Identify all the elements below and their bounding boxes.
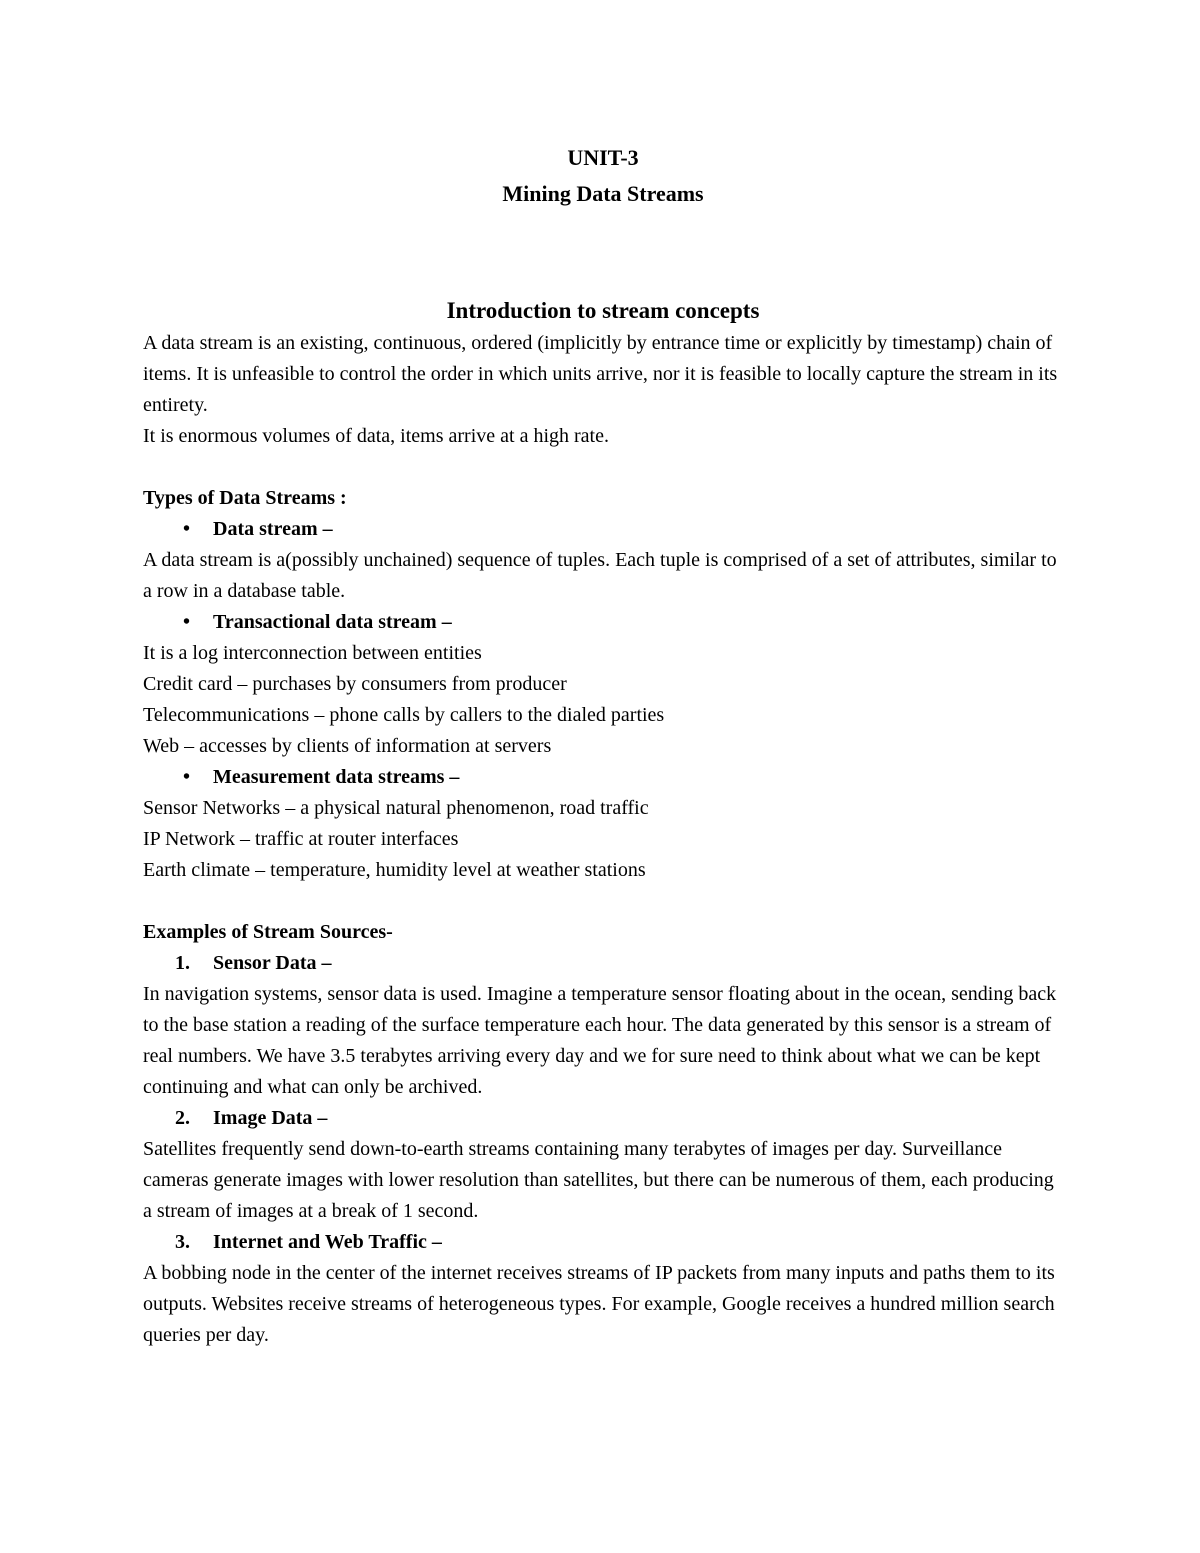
item-title: Image Data –: [213, 1107, 328, 1129]
intro-paragraph-2: It is enormous volumes of data, items arrive at a high rate.: [143, 425, 609, 447]
item-number: 1.: [175, 952, 190, 974]
intro-paragraph: A data stream is an existing, continuous, ordered (implicitly by entrance time or explicitly by timestamp) chain of items. It is unfeasible to control the order in which units arrive, nor it is feasible to locally capture the stream in its entirety.: [143, 332, 1058, 416]
body-paragraph: A bobbing node in the center of the internet receives streams of IP packets from many inputs and paths them to its outputs. Websites receive streams of heterogeneous types. For example, Google receives a hundred million search queries per day.: [143, 1262, 1055, 1346]
body-paragraph: In navigation systems, sensor data is used. Imagine a temperature sensor floating about in the ocean, sending back to the base station a reading of the surface temperature each hour. The data generated by this sensor is a stream of real numbers. We have 3.5 terabytes arriving every day and we for sure need to think about what we can be kept continuing and what can only be archived.: [143, 983, 1057, 1098]
body-line: IP Network – traffic at router interfaces: [143, 828, 459, 850]
body-line: Telecommunications – phone calls by callers to the dialed parties: [143, 704, 665, 726]
numbered-item-image-data: [143, 1103, 1063, 1134]
intro-heading: Introduction to stream concepts: [446, 298, 760, 323]
bullet-icon: •: [183, 518, 191, 540]
item-number: 3.: [175, 1231, 190, 1253]
bullet-title: Measurement data streams –: [213, 766, 460, 788]
bullet-title: Transactional data stream –: [213, 611, 452, 633]
bullet-icon: •: [183, 766, 191, 788]
document-body: [143, 140, 1063, 1351]
numbered-item-web-traffic: [143, 1227, 1063, 1258]
item-title: Internet and Web Traffic –: [213, 1231, 442, 1253]
types-heading: Types of Data Streams :: [143, 487, 347, 509]
item-title: Sensor Data –: [213, 952, 332, 974]
item-number: 2.: [175, 1107, 190, 1129]
body-line: A data stream is a(possibly unchained) sequence of tuples. Each tuple is comprised of a set of attributes, similar to a row in a database table.: [143, 549, 1057, 602]
body-line: Earth climate – temperature, humidity level at weather stations: [143, 859, 646, 881]
bullet-title: Data stream –: [213, 518, 333, 540]
unit-label: UNIT-3: [567, 145, 639, 170]
examples-heading: Examples of Stream Sources-: [143, 921, 393, 943]
document-title: Mining Data Streams: [502, 181, 704, 206]
body-line: Sensor Networks – a physical natural phenomenon, road traffic: [143, 797, 649, 819]
body-paragraph: Satellites frequently send down-to-earth streams containing many terabytes of images per day. Surveillance cameras generate images with lower resolution than satellites, but there can be numerous of them, each producing a stream of images at a break of 1 second.: [143, 1138, 1054, 1222]
body-line: It is a log interconnection between entities: [143, 642, 482, 664]
bullet-item-data-stream: [143, 514, 1063, 545]
body-line: Credit card – purchases by consumers from producer: [143, 673, 567, 695]
bullet-item-transactional: [143, 607, 1063, 638]
bullet-icon: •: [183, 611, 191, 633]
numbered-item-sensor-data: [143, 948, 1063, 979]
bullet-item-measurement: [143, 762, 1063, 793]
body-line: Web – accesses by clients of information at servers: [143, 735, 552, 757]
